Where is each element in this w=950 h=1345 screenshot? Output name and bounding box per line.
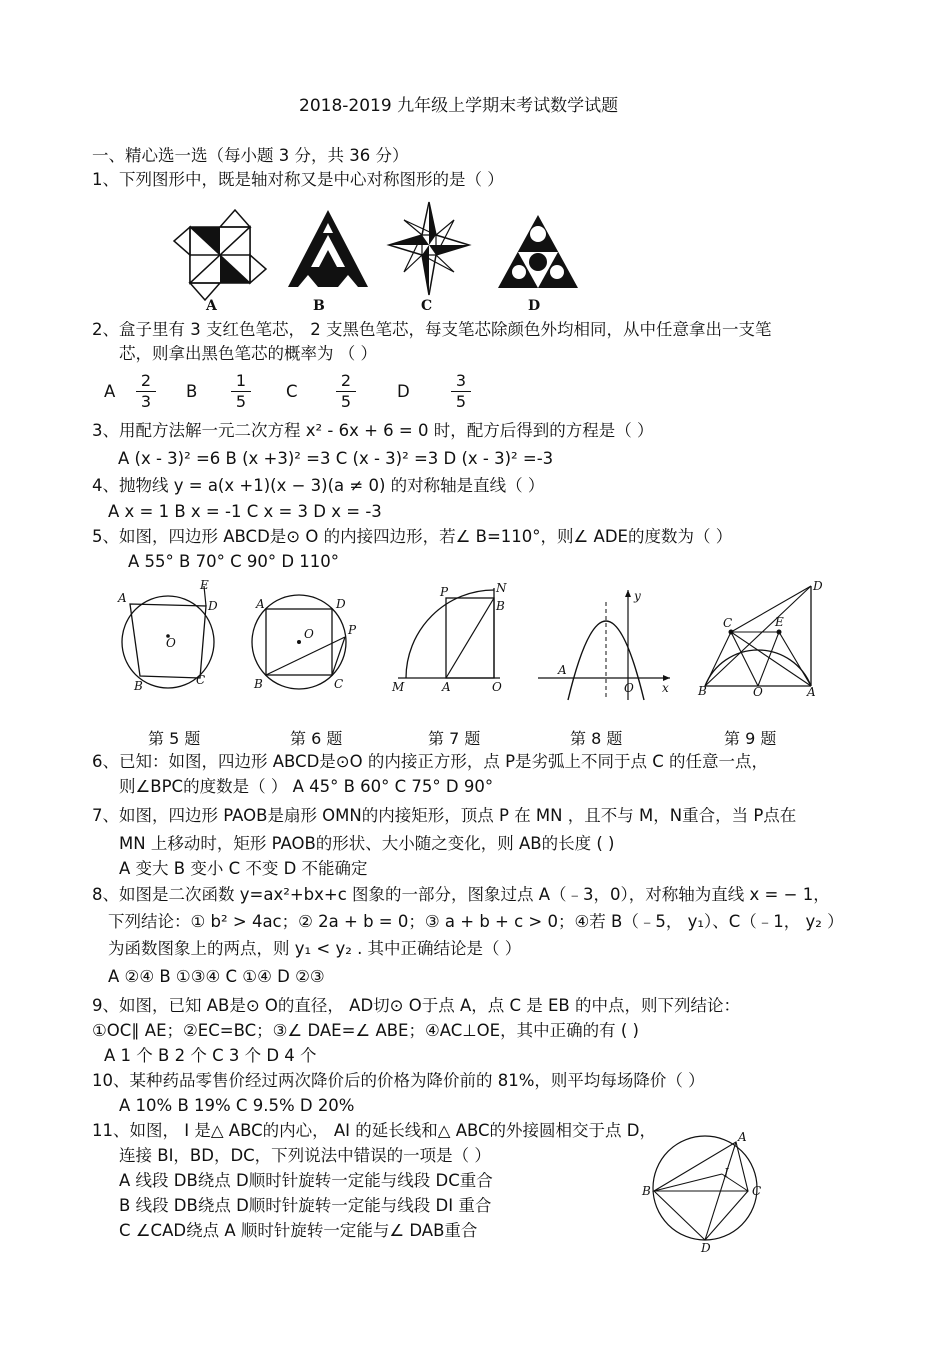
fig9-diagram bbox=[695, 580, 830, 700]
q1-label-d: D bbox=[528, 298, 541, 314]
q2-line1: 2、盒子里有 3 支红色笔芯， 2 支黑色笔芯，每支笔芯除颜色外均相同，从中任意拿出一支笔 bbox=[92, 320, 772, 339]
q8-line1: 8、如图是二次函数 y=ax²+bx+c 图象的一部分，图象过点 A（﹣3，0），对称轴为直线 x = − 1， bbox=[92, 885, 830, 904]
q2-opt-d-letter: D bbox=[397, 382, 410, 401]
q1-figure-d bbox=[493, 210, 583, 300]
q11-line1: 11、如图， I 是△ ABC的内心， AI 的延长线和△ ABC的外接圆相交于点 D， bbox=[92, 1121, 656, 1140]
fig8-diagram bbox=[530, 582, 680, 702]
fig9-caption: 第 9 题 bbox=[724, 729, 777, 748]
q11-line2: 连接 BI，BD，DC，下列说法中错误的一项是（ ） bbox=[119, 1146, 491, 1165]
q8-line2: 下列结论：① b² > 4ac；② 2a + b = 0；③ a + b + c > 0；④若 B（﹣5， y₁）、C（﹣1， y₂ ） bbox=[108, 912, 844, 931]
q7-options: A 变大 B 变小 C 不变 D 不能确定 bbox=[119, 859, 368, 878]
section-heading: 一、精心选一选（每小题 3 分，共 36 分） bbox=[92, 146, 409, 165]
q6-line1: 6、已知：如图，四边形 ABCD是⊙O 的内接正方形，点 P是劣弧上不同于点 C 的任意一点， bbox=[92, 752, 769, 771]
q1-stem: 1、下列图形中，既是轴对称又是中心对称图形的是（ ） bbox=[92, 170, 504, 189]
fig8-label-x: x bbox=[662, 681, 669, 695]
q8-options: A ②④ B ①③④ C ①④ D ②③ bbox=[108, 967, 325, 986]
fig9-label-e: E bbox=[775, 615, 784, 629]
fig5-diagram bbox=[112, 580, 232, 700]
q3-options: A (x - 3)² =6 B (x +3)² =3 C (x - 3)² =3 D (x - 3)² =-3 bbox=[118, 449, 554, 468]
fig7-diagram bbox=[388, 580, 518, 700]
q11-option-c: C ∠CAD绕点 A 顺时针旋转一定能与∠ DAB重合 bbox=[119, 1221, 478, 1240]
fig7-caption: 第 7 题 bbox=[428, 729, 481, 748]
q11-option-b: B 线段 DB绕点 D顺时针旋转一定能与线段 DI 重合 bbox=[119, 1196, 492, 1215]
fig7-label-n: N bbox=[496, 581, 507, 595]
fig7-label-b: B bbox=[496, 599, 505, 613]
q9-line1: 9、如图，已知 AB是⊙ O的直径， AD切⊙ O于点 A，点 C 是 EB 的中点，则下列结论： bbox=[92, 996, 740, 1015]
q4-options: A x = 1 B x = -1 C x = 3 D x = -3 bbox=[108, 502, 382, 521]
q2-opt-c-fraction: $\frac{2}{5}$ bbox=[336, 372, 356, 411]
fig8-label-y: y bbox=[634, 589, 641, 603]
q2-opt-c-letter: C bbox=[286, 382, 298, 401]
fig7-label-m: M bbox=[392, 680, 405, 694]
q2-opt-a-letter: A bbox=[104, 382, 116, 401]
fig11-label-c: C bbox=[752, 1184, 762, 1198]
fig11-label-i: I bbox=[724, 1166, 729, 1180]
fig5-label-c: C bbox=[196, 673, 206, 687]
fig11-label-b: B bbox=[642, 1184, 651, 1198]
fig8-caption: 第 8 题 bbox=[570, 729, 623, 748]
fig5-label-d: D bbox=[208, 599, 218, 613]
q6-line2: 则∠BPC的度数是（ ） A 45° B 60° C 75° D 90° bbox=[119, 777, 494, 796]
fig5-caption: 第 5 题 bbox=[148, 729, 201, 748]
q5-stem: 5、如图，四边形 ABCD是⊙ O 的内接四边形，若∠ B=110°，则∠ ADE的度数为（ ） bbox=[92, 527, 733, 546]
q9-line2: ①OC∥ AE；②EC=BC；③∠ DAE=∠ ABE；④AC⊥OE，其中正确的有 ( ) bbox=[92, 1021, 639, 1040]
q7-line2: MN 上移动时，矩形 PAOB的形状、大小随之变化，则 AB的长度 ( ) bbox=[119, 834, 615, 853]
fig9-label-d: D bbox=[813, 579, 823, 593]
q5-options: A 55° B 70° C 90° D 110° bbox=[128, 552, 340, 571]
q10-stem: 10、某种药品零售价经过两次降价后的价格为降价前的 81%，则平均每场降价（ ） bbox=[92, 1071, 705, 1090]
q1-figure-c bbox=[384, 200, 474, 300]
fig11-label-a: A bbox=[738, 1130, 747, 1144]
q7-line1: 7、如图，四边形 PAOB是扇形 OMN的内接矩形，顶点 P 在 MN ，且不与 M，N重合，当 P点在 bbox=[92, 806, 797, 825]
fig7-label-o: O bbox=[492, 680, 502, 694]
fig6-label-p: P bbox=[348, 623, 357, 637]
fig9-label-a: A bbox=[807, 685, 816, 699]
q1-figure-b bbox=[283, 205, 373, 295]
q2-line2: 芯，则拿出黑色笔芯的概率为 （ ） bbox=[119, 344, 377, 363]
fig5-label-e: E bbox=[200, 578, 209, 592]
fig6-caption: 第 6 题 bbox=[290, 729, 343, 748]
fig7-label-p: P bbox=[440, 585, 449, 599]
q1-label-c: C bbox=[421, 298, 433, 314]
fig6-label-o: O bbox=[304, 627, 314, 641]
fig6-label-c: C bbox=[334, 677, 344, 691]
fig6-label-b: B bbox=[254, 677, 263, 691]
q9-options: A 1 个 B 2 个 C 3 个 D 4 个 bbox=[104, 1046, 317, 1065]
fig6-label-d: D bbox=[336, 597, 346, 611]
q2-opt-b-fraction: $\frac{1}{5}$ bbox=[231, 372, 251, 411]
q3-stem: 3、用配方法解一元二次方程 x² - 6x + 6 = 0 时，配方后得到的方程是（ ） bbox=[92, 421, 654, 440]
fig6-diagram bbox=[248, 582, 368, 702]
fig8-label-o: O bbox=[624, 681, 634, 695]
fig9-label-b: B bbox=[698, 684, 707, 698]
q1-label-b: B bbox=[313, 298, 325, 314]
q8-line3: 为函数图象上的两点，则 y₁ < y₂ . 其中正确结论是（ ） bbox=[108, 939, 522, 958]
fig9-label-o: O bbox=[753, 685, 763, 699]
fig5-label-b: B bbox=[134, 679, 143, 693]
q1-figure-a bbox=[170, 205, 270, 305]
q10-options: A 10% B 19% C 9.5% D 20% bbox=[119, 1096, 355, 1115]
fig5-label-a: A bbox=[118, 591, 127, 605]
q2-opt-d-fraction: $\frac{3}{5}$ bbox=[451, 372, 471, 411]
q2-opt-b-letter: B bbox=[186, 382, 198, 401]
fig7-label-a: A bbox=[442, 680, 451, 694]
fig9-label-c: C bbox=[723, 616, 733, 630]
q4-stem: 4、抛物线 y = a(x +1)(x − 3)(a ≠ 0) 的对称轴是直线（ ） bbox=[92, 476, 545, 495]
q2-opt-a-fraction: $\frac{2}{3}$ bbox=[136, 372, 156, 411]
q1-label-a: A bbox=[206, 298, 217, 314]
q11-option-a: A 线段 DB绕点 D顺时针旋转一定能与线段 DC重合 bbox=[119, 1171, 493, 1190]
fig5-label-o: O bbox=[166, 636, 176, 650]
page-title: 2018-2019 九年级上学期末考试数学试题 bbox=[299, 96, 619, 116]
fig6-label-a: A bbox=[256, 597, 265, 611]
fig11-label-d: D bbox=[701, 1241, 711, 1255]
fig8-label-a: A bbox=[558, 663, 567, 677]
fig11-diagram bbox=[640, 1128, 770, 1255]
